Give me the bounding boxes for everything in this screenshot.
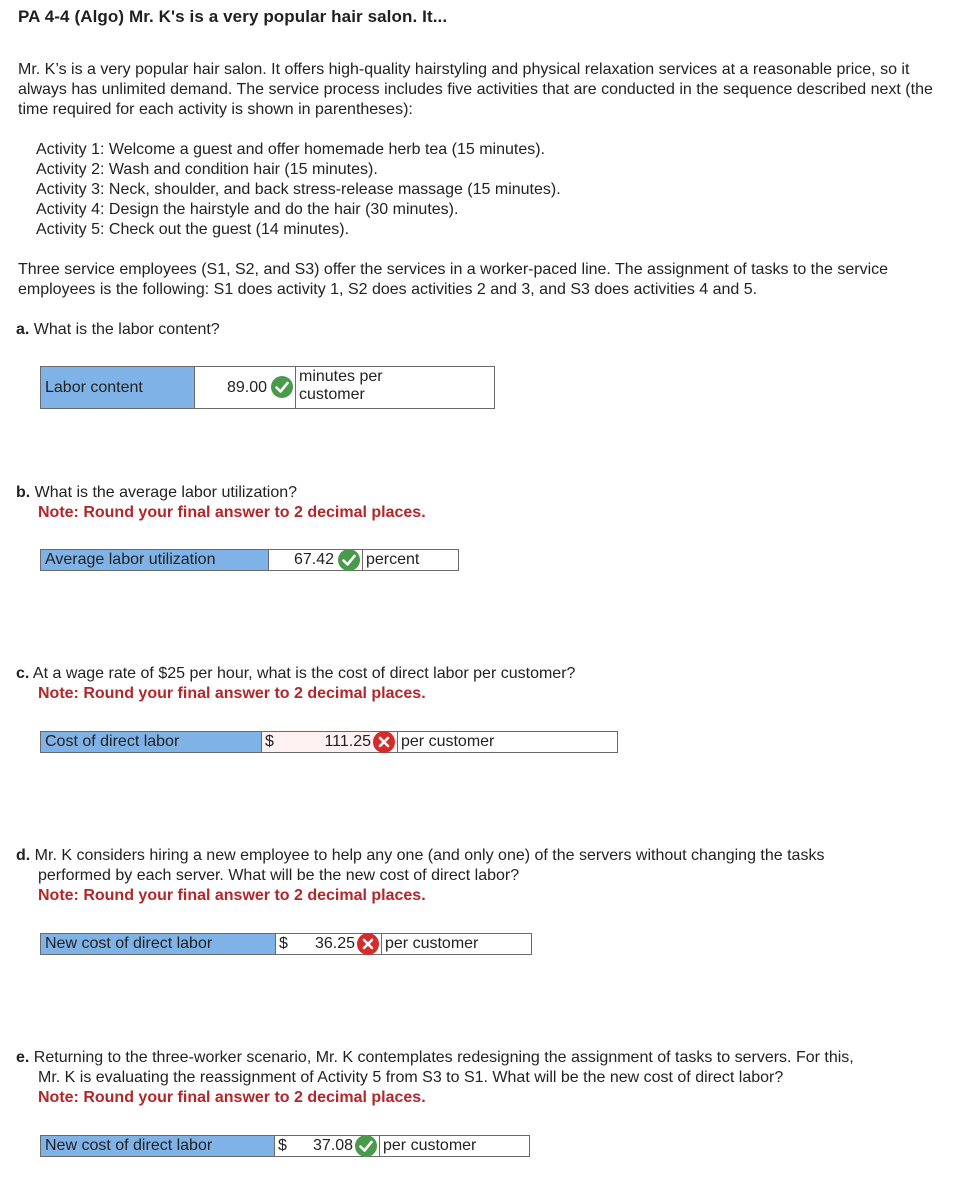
answer-row-c <box>40 731 618 753</box>
answer-unit: per customer <box>381 933 532 955</box>
answer-label: New cost of direct labor <box>40 1135 275 1157</box>
answer-label: Average labor utilization <box>40 549 269 571</box>
check-icon <box>271 376 293 398</box>
question-text: Mr. K considers hiring a new employee to help any one (and only one) of the servers without changing the tasks <box>34 847 825 864</box>
question-text-cont: Mr. K is evaluating the reassignment of Activity 5 from S3 to S1. What will be the new cost of direct labor? <box>38 1069 784 1086</box>
answer-label: Cost of direct labor <box>40 731 262 753</box>
currency-symbol: $ <box>278 1137 287 1154</box>
question-letter: b. <box>16 484 31 501</box>
assignment-paragraph: Three service employees (S1, S2, and S3) offer the services in a worker-paced line. The assignment of tasks to the service employees is the following: S1 does activity 1, S2 does activities 2 and 3, and S3 does activities 4 and 5. <box>18 261 889 298</box>
answer-row-b <box>40 549 459 571</box>
page-title: PA 4-4 (Algo) Mr. K's is a very popular hair salon. It... <box>18 7 448 26</box>
check-icon <box>338 549 360 571</box>
unit-line-2: customer <box>299 386 365 403</box>
rounding-note: Note: Round your final answer to 2 decimal places. <box>38 504 426 521</box>
answer-value: 36.25 <box>314 935 355 952</box>
question-text: What is the labor content? <box>33 321 220 338</box>
activity-1: Activity 1: Welcome a guest and offer homemade herb tea (15 minutes). <box>36 141 545 158</box>
answer-unit: percent <box>362 549 459 571</box>
answer-unit <box>295 366 495 409</box>
question-e <box>16 1048 956 1108</box>
activity-5: Activity 5: Check out the guest (14 minutes). <box>36 221 350 238</box>
rounding-note: Note: Round your final answer to 2 decimal places. <box>38 685 426 702</box>
activity-4: Activity 4: Design the hairstyle and do the hair (30 minutes). <box>36 201 459 218</box>
unit-line-1: minutes per <box>299 368 383 385</box>
answer-value: 89.00 <box>226 379 267 396</box>
question-text: Returning to the three-worker scenario, Mr. K contemplates redesigning the assignment of tasks to servers. For this, <box>33 1049 854 1066</box>
currency-symbol: $ <box>265 733 274 750</box>
answer-input-labor-content[interactable] <box>194 366 296 409</box>
answer-input-new-cost-of-direct-labor-reassignment[interactable] <box>274 1135 380 1157</box>
question-letter: c. <box>16 665 30 682</box>
question-b <box>16 483 956 523</box>
rounding-note: Note: Round your final answer to 2 decimal places. <box>38 1089 426 1106</box>
answer-label: Labor content <box>40 366 195 409</box>
intro-paragraph: Mr. K’s is a very popular hair salon. It offers high-quality hairstyling and physical relaxation services at a reasonable price, so it always has unlimited demand. The service process includes five activities that are conducted in the sequence described next (the time required for each activity is shown in parentheses): <box>18 61 933 118</box>
x-mark-icon <box>373 731 395 753</box>
question-text-cont: performed by each server. What will be the new cost of direct labor? <box>38 867 520 884</box>
question-text: What is the average labor utilization? <box>34 484 298 501</box>
question-a <box>16 320 956 340</box>
activity-3: Activity 3: Neck, shoulder, and back stress-release massage (15 minutes). <box>36 181 561 198</box>
question-letter: e. <box>16 1049 30 1066</box>
answer-value: 111.25 <box>324 733 371 750</box>
currency-symbol: $ <box>279 935 288 952</box>
answer-unit: per customer <box>379 1135 530 1157</box>
question-letter: d. <box>16 847 31 864</box>
question-text: At a wage rate of $25 per hour, what is the cost of direct labor per customer? <box>32 665 576 682</box>
answer-unit: per customer <box>397 731 618 753</box>
rounding-note: Note: Round your final answer to 2 decimal places. <box>38 887 426 904</box>
answer-input-new-cost-of-direct-labor[interactable] <box>275 933 382 955</box>
x-mark-icon <box>357 933 379 955</box>
answer-input-cost-of-direct-labor[interactable] <box>261 731 398 753</box>
answer-label: New cost of direct labor <box>40 933 276 955</box>
question-c <box>16 664 956 704</box>
answer-row-a <box>40 366 495 409</box>
answer-row-d <box>40 933 532 955</box>
activity-2: Activity 2: Wash and condition hair (15 minutes). <box>36 161 378 178</box>
question-letter: a. <box>16 321 30 338</box>
check-icon <box>355 1135 377 1157</box>
question-d <box>16 846 956 906</box>
answer-row-e <box>40 1135 530 1157</box>
answer-input-average-labor-utilization[interactable] <box>268 549 363 571</box>
activity-list <box>36 140 561 240</box>
answer-value: 67.42 <box>293 551 334 568</box>
answer-value: 37.08 <box>312 1137 353 1154</box>
